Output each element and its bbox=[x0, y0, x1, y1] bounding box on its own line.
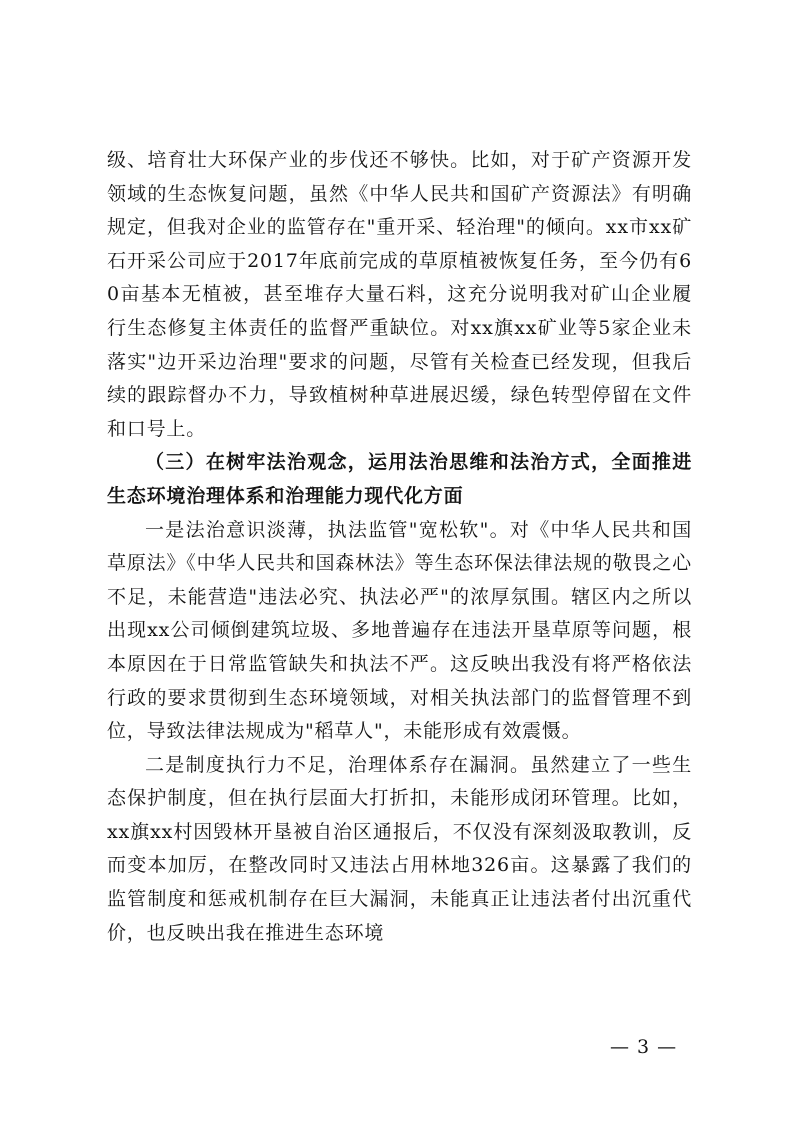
paragraph-system-execution: 二是制度执行力不足，治理体系存在漏洞。虽然建立了一些生态保护制度，但在执行层面大打折扣，未能形成闭环管理。比如，xx旗xx村因毁林开垦被自治区通报后，不仅没有深刻汲取教训，反而变本加厉，在整改同时又违法占用林地326亩。这暴露了我们的监管制度和惩戒机制存在巨大漏洞，未能真正让违法者付出沉重代价，也反映出我在推进生态环境 bbox=[107, 753, 692, 944]
section-heading: （三）在树牢法治观念，运用法治思维和法治方式，全面推进生态环境治理体系和治理能力现代化方面 bbox=[107, 451, 692, 507]
paragraph-rule-of-law: 一是法治意识淡薄，执法监管"宽松软"。对《中华人民共和国草原法》《中华人民共和国森林法》等生态环保法律法规的敬畏之心不足，未能营造"违法必究、执法必严"的浓厚氛围。辖区内之所以出现xx公司倾倒建筑垃圾、多地普遍存在违法开垦草原等问题，根本原因在于日常监管缺失和执法不严。这反映出我没有将严格依法行政的要求贯彻到生态环境领域，对相关执法部门的监督管理不到位，导致法律法规成为"稻草人"，未能形成有效震慑。 bbox=[107, 518, 692, 743]
document-body bbox=[107, 144, 692, 950]
page-number: — 3 — bbox=[610, 1036, 678, 1058]
paragraph-continuation: 级、培育壮大环保产业的步伐还不够快。比如，对于矿产资源开发领域的生态恢复问题，虽然《中华人民共和国矿产资源法》有明确规定，但我对企业的监管存在"重开采、轻治理"的倾向。xx市xx矿石开采公司应于2017年底前完成的草原植被恢复任务，至今仍有60亩基本无植被，甚至堆存大量石料，这充分说明我对矿山企业履行生态修复主体责任的监督严重缺位。对xx旗xx矿业等5家企业未落实"边开采边治理"要求的问题，尽管有关检查已经发现，但我后续的跟踪督办不力，导致植树种草进展迟缓，绿色转型停留在文件和口号上。 bbox=[107, 149, 692, 440]
